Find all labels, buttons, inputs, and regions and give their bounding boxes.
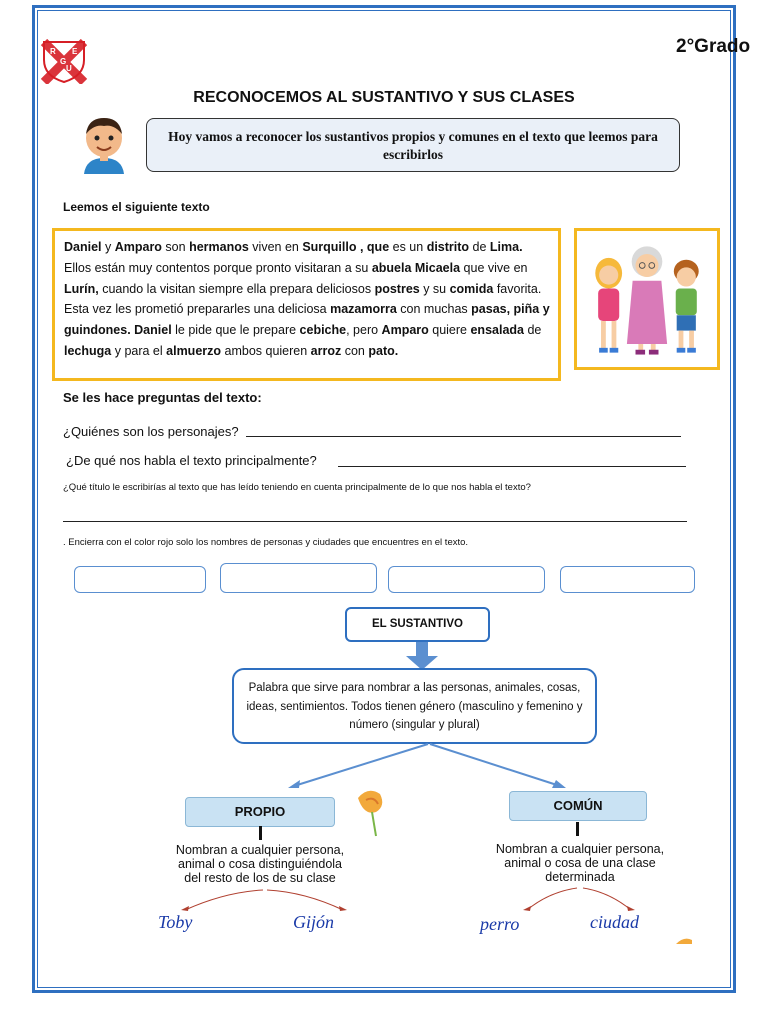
story-segment: ambos quieren: [221, 343, 311, 358]
comun-example-1: perro: [480, 914, 520, 934]
story-segment: mazamorra: [330, 302, 397, 317]
story-segment: Lima.: [489, 240, 523, 254]
story-segment: con: [341, 343, 369, 358]
propio-example-2: Gijón: [293, 912, 335, 932]
story-segment: Amparo: [381, 323, 429, 338]
family-illustration-icon: [574, 228, 720, 370]
sustantivo-box: EL SUSTANTIVO: [345, 607, 490, 642]
story-text: [52, 228, 561, 381]
story-segment: hermanos: [189, 240, 249, 254]
story-segment: pato.: [368, 343, 399, 358]
page-title: RECONOCEMOS AL SUSTANTIVO Y SUS CLASES: [193, 89, 575, 106]
propio-connector: [259, 826, 262, 840]
comun-example-arrows-icon: [505, 886, 655, 912]
story-segment: son: [161, 240, 190, 254]
propio-example-arrows-icon: [175, 888, 355, 912]
answer-box-4[interactable]: [560, 566, 695, 593]
answer-box-1[interactable]: [74, 566, 206, 593]
reading-label: Leemos el siguiente texto: [63, 200, 210, 214]
story-segment: Ellos están muy contentos porque pronto visitaran a su: [64, 260, 372, 275]
answer-line-1[interactable]: [246, 436, 681, 437]
story-segment: arroz: [310, 343, 342, 358]
comun-desc-line-2: animal o cosa de una clase: [504, 856, 656, 870]
branch-arrows-icon: [280, 742, 580, 792]
propio-example-1: Toby: [158, 912, 193, 932]
story-segment: postres: [374, 281, 420, 296]
propio-desc-line-1: Nombran a cualquier persona,: [175, 843, 345, 857]
questions-label: Se les hace preguntas del texto:: [63, 390, 262, 405]
story-segment: cuando la visitan siempre ella prepara deliciosos: [98, 281, 375, 296]
story-segment: que vive en: [460, 260, 528, 275]
question-3: ¿Qué título le escribirías al texto que has leído teniendo en cuenta principalmente de lo que nos habla el texto?: [63, 482, 531, 493]
story-segment: Daniel: [134, 323, 172, 338]
story-segment: Lurín,: [64, 281, 99, 296]
corner-decoration-icon: [676, 936, 692, 944]
answer-line-3[interactable]: [63, 521, 687, 522]
story-segment: Daniel: [64, 240, 102, 254]
svg-text:G: G: [60, 57, 67, 66]
propio-desc-line-3: del resto de los de su clase: [184, 871, 336, 885]
comun-description: [456, 842, 704, 884]
answer-box-3[interactable]: [388, 566, 545, 593]
answer-box-2[interactable]: [220, 563, 377, 593]
svg-text:E: E: [72, 47, 78, 56]
boy-avatar-icon: [78, 114, 130, 174]
objective-box: Hoy vamos a reconocer los sustantivos propios y comunes en el texto que leemos para escribirlos: [146, 118, 680, 172]
down-arrow-icon: [404, 642, 440, 670]
flower-decoration-icon: [352, 786, 386, 840]
story-segment: lechuga: [64, 343, 112, 358]
answer-line-2[interactable]: [338, 466, 686, 467]
school-logo-icon: [40, 38, 88, 84]
comun-example-2: ciudad: [590, 912, 639, 932]
story-segment: , pero: [346, 323, 382, 338]
story-segment: almuerzo: [166, 343, 222, 358]
story-segment: y para el: [111, 343, 167, 358]
question-2: ¿De qué nos habla el texto principalmente?: [66, 453, 317, 468]
story-segment: abuela Micaela: [371, 260, 461, 275]
story-segment: cebiche: [299, 323, 347, 338]
question-1: ¿Quiénes son los personajes?: [63, 424, 239, 439]
story-segment: de: [524, 323, 542, 338]
story-segment: ensalada: [470, 323, 524, 338]
definition-box: Palabra que sirve para nombrar a las personas, animales, cosas, ideas, sentimientos. Todos tienen género (masculino y femenino y número (singular y plural): [232, 668, 597, 744]
story-segment: viven en: [248, 240, 303, 254]
story-segment: con muchas: [396, 302, 472, 317]
propio-desc-line-2: animal o cosa distinguiéndola: [178, 857, 342, 871]
instruction-text: . Encierra con el color rojo solo los nombres de personas y ciudades que encuentres en el texto.: [63, 537, 469, 548]
story-segment: y su: [419, 281, 450, 296]
svg-text:U: U: [66, 64, 72, 73]
story-segment: que: [366, 240, 390, 254]
story-segment: pasas, piña y guindones.: [64, 302, 550, 338]
story-segment: quiere: [428, 323, 471, 338]
story-segment: favorita. Esta vez les prometió prepararles una deliciosa: [64, 281, 542, 317]
story-segment: y: [101, 240, 115, 254]
story-segment: le pide que le prepare: [171, 323, 300, 338]
comun-desc-line-1: Nombran a cualquier persona,: [495, 842, 665, 856]
comun-label: COMÚN: [509, 791, 647, 821]
story-segment: de: [469, 240, 490, 254]
story-segment: distrito: [426, 240, 470, 254]
propio-label: PROPIO: [185, 797, 335, 827]
story-segment: es un: [389, 240, 427, 254]
story-segment: ,: [356, 240, 367, 254]
comun-connector: [576, 822, 579, 836]
grade-label: 2°Grado: [676, 36, 751, 57]
story-segment: comida: [449, 281, 494, 296]
story-segment: Surquillo: [302, 240, 357, 254]
comun-desc-line-3: determinada: [545, 870, 615, 884]
story-segment: Amparo: [114, 240, 162, 254]
propio-description: [128, 843, 392, 885]
svg-text:P: P: [60, 72, 66, 81]
svg-text:R: R: [50, 47, 56, 56]
